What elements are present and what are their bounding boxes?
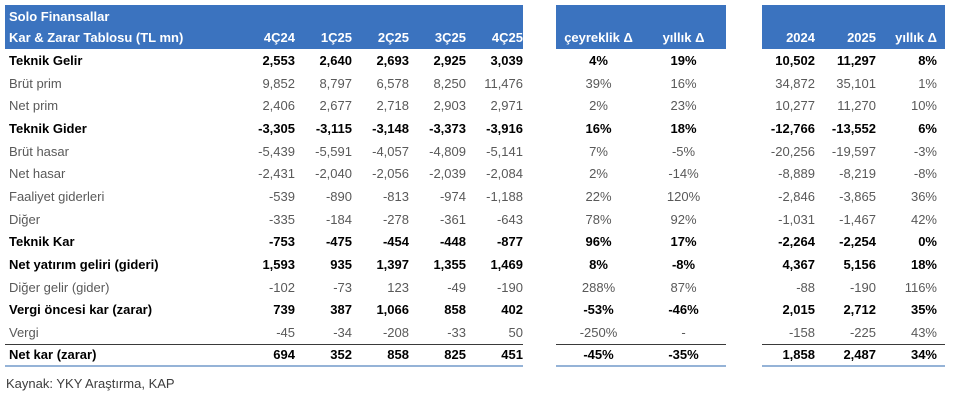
row-quarterly-segment xyxy=(5,140,523,163)
cell-3c25: 2,925 xyxy=(433,52,466,68)
cell-2025: 2,712 xyxy=(843,302,876,318)
cell-2025: 11,270 xyxy=(837,98,876,114)
cell-4c24: -3,305 xyxy=(258,120,295,136)
cell-yoy-delta: 19% xyxy=(670,52,697,68)
cell-1c25: 387 xyxy=(330,302,352,318)
cell-4c24: 2,553 xyxy=(262,52,295,68)
cell-2024: -12,766 xyxy=(770,120,815,136)
cell-4c25: -190 xyxy=(496,279,523,295)
cell-2024: 4,367 xyxy=(782,257,815,273)
column-header-2c25: 2Ç25 xyxy=(377,30,409,45)
cell-annual-yoy: -3% xyxy=(913,143,937,159)
cell-yoy-delta: 17% xyxy=(670,234,697,250)
cell-1c25: -5,591 xyxy=(315,143,352,159)
cell-annual-yoy: 18% xyxy=(910,257,937,273)
cell-4c25: 451 xyxy=(501,347,523,363)
table-header-band xyxy=(5,5,960,49)
cell-4c25: 3,039 xyxy=(490,52,523,68)
column-header-qoq-delta: çeyreklik Δ xyxy=(564,30,633,45)
cell-annual-yoy: 8% xyxy=(918,52,937,68)
row-annual-segment xyxy=(762,321,945,344)
cell-qoq-delta: 4% xyxy=(589,52,608,68)
cell-3c25: -49 xyxy=(447,279,466,295)
header-gap-1 xyxy=(523,5,556,49)
row-annual-segment xyxy=(762,276,945,299)
cell-qoq-delta: -45% xyxy=(583,347,614,363)
row-delta-segment xyxy=(556,321,726,344)
table-row xyxy=(5,94,960,117)
table-row xyxy=(5,117,960,140)
cell-2024: 10,502 xyxy=(775,52,815,68)
row-delta-segment xyxy=(556,49,726,72)
cell-4c25: -2,084 xyxy=(486,166,523,182)
cell-2c25: 6,578 xyxy=(376,75,409,91)
cell-3c25: -361 xyxy=(439,211,466,227)
cell-2024: 10,277 xyxy=(775,98,815,114)
cell-2025: -225 xyxy=(849,325,876,341)
cell-2025: -2,254 xyxy=(839,234,876,250)
cell-3c25: -974 xyxy=(439,188,466,204)
cell-2024: -2,264 xyxy=(778,234,815,250)
cell-2024: -8,889 xyxy=(778,166,815,182)
cell-4c24: -539 xyxy=(268,188,295,204)
row-delta-segment xyxy=(556,299,726,322)
cell-3c25: -3,373 xyxy=(429,120,466,136)
cell-yoy-delta: -8% xyxy=(671,257,696,273)
cell-qoq-delta: 16% xyxy=(585,120,612,136)
cell-4c25: 1,469 xyxy=(490,257,523,273)
table-title: Solo Finansallar xyxy=(9,9,110,24)
cell-2c25: -208 xyxy=(382,325,409,341)
cell-4c24: -2,431 xyxy=(258,166,295,182)
cell-2c25: 1,397 xyxy=(376,257,409,273)
row-delta-segment xyxy=(556,208,726,231)
row-delta-segment xyxy=(556,185,726,208)
cell-4c25: 2,971 xyxy=(490,98,523,114)
cell-1c25: 2,677 xyxy=(319,98,352,114)
row-delta-segment xyxy=(556,253,726,276)
cell-annual-yoy: 0% xyxy=(918,234,937,250)
cell-qoq-delta: 39% xyxy=(585,75,612,91)
cell-annual-yoy: 6% xyxy=(918,120,937,136)
cell-1c25: -890 xyxy=(325,188,352,204)
cell-2024: -158 xyxy=(788,325,815,341)
cell-4c25: -643 xyxy=(496,211,523,227)
row-annual-segment xyxy=(762,72,945,95)
cell-annual-yoy: 116% xyxy=(904,279,937,295)
row-label: Net yatırım geliri (gideri) xyxy=(9,257,159,273)
cell-yoy-delta: 23% xyxy=(670,98,697,114)
cell-1c25: -475 xyxy=(325,234,352,250)
cell-2024: -88 xyxy=(796,279,815,295)
row-quarterly-segment xyxy=(5,344,523,367)
cell-yoy-delta: 120% xyxy=(666,188,701,204)
row-quarterly-segment xyxy=(5,162,523,185)
row-annual-segment xyxy=(762,162,945,185)
table-row xyxy=(5,185,960,208)
cell-1c25: 935 xyxy=(330,257,352,273)
cell-4c25: -3,916 xyxy=(486,120,523,136)
row-annual-segment xyxy=(762,253,945,276)
cell-1c25: -2,040 xyxy=(315,166,352,182)
row-delta-segment xyxy=(556,140,726,163)
cell-2c25: -2,056 xyxy=(372,166,409,182)
row-label: Brüt hasar xyxy=(9,143,69,159)
row-label: Net kar (zarar) xyxy=(9,347,97,363)
cell-annual-yoy: 43% xyxy=(910,325,937,341)
row-annual-segment xyxy=(762,117,945,140)
cell-3c25: -448 xyxy=(439,234,466,250)
table-row xyxy=(5,344,960,367)
cell-annual-yoy: 42% xyxy=(910,211,937,227)
header-gap-2 xyxy=(726,5,762,49)
cell-qoq-delta: 2% xyxy=(589,98,608,114)
table-row xyxy=(5,299,960,322)
row-quarterly-segment xyxy=(5,117,523,140)
row-delta-segment xyxy=(556,162,726,185)
table-row xyxy=(5,253,960,276)
cell-4c24: 739 xyxy=(273,302,295,318)
cell-4c25: -5,141 xyxy=(486,143,523,159)
row-annual-segment xyxy=(762,140,945,163)
cell-2c25: 2,718 xyxy=(376,98,409,114)
cell-4c25: -877 xyxy=(496,234,523,250)
cell-2c25: -454 xyxy=(382,234,409,250)
cell-3c25: -2,039 xyxy=(429,166,466,182)
column-header-4c24: 4Ç24 xyxy=(263,30,295,45)
cell-3c25: 825 xyxy=(444,347,466,363)
cell-2025: 35,101 xyxy=(836,75,876,91)
column-header-yoy-delta: yıllık Δ xyxy=(662,30,705,45)
column-header-3c25: 3Ç25 xyxy=(434,30,466,45)
quarter-header-row xyxy=(5,30,523,49)
cell-4c24: 2,406 xyxy=(262,98,295,114)
row-annual-segment xyxy=(762,49,945,72)
cell-2025: -1,467 xyxy=(839,211,876,227)
table-header-deltas xyxy=(556,5,726,49)
row-quarterly-segment xyxy=(5,299,523,322)
cell-1c25: -73 xyxy=(333,279,352,295)
table-row xyxy=(5,72,960,95)
cell-annual-yoy: 34% xyxy=(910,347,937,363)
cell-2024: 2,015 xyxy=(782,302,815,318)
cell-1c25: -34 xyxy=(333,325,352,341)
row-delta-segment xyxy=(556,72,726,95)
table-row xyxy=(5,231,960,254)
cell-2c25: -4,057 xyxy=(372,143,409,159)
table-subtitle: Kar & Zarar Tablosu (TL mn) xyxy=(9,30,184,45)
row-quarterly-segment xyxy=(5,185,523,208)
cell-2c25: 2,693 xyxy=(376,52,409,68)
row-delta-segment xyxy=(556,276,726,299)
cell-qoq-delta: 8% xyxy=(589,257,608,273)
cell-4c25: 50 xyxy=(508,325,523,341)
cell-3c25: -33 xyxy=(447,325,466,341)
cell-4c24: 1,593 xyxy=(262,257,295,273)
cell-4c25: 11,476 xyxy=(484,75,523,91)
cell-4c24: -102 xyxy=(268,279,295,295)
cell-annual-yoy: 36% xyxy=(910,188,937,204)
cell-4c24: -5,439 xyxy=(258,143,295,159)
row-label: Teknik Gider xyxy=(9,120,87,136)
table-row xyxy=(5,276,960,299)
cell-2c25: -278 xyxy=(382,211,409,227)
row-label: Vergi öncesi kar (zarar) xyxy=(9,302,153,318)
source-note: Kaynak: YKY Araştırma, KAP xyxy=(6,375,175,391)
row-annual-segment xyxy=(762,231,945,254)
cell-2c25: 123 xyxy=(387,279,409,295)
row-quarterly-segment xyxy=(5,94,523,117)
column-header-2024: 2024 xyxy=(786,30,815,45)
cell-yoy-delta: - xyxy=(681,325,686,341)
cell-1c25: 2,640 xyxy=(319,52,352,68)
table-body xyxy=(5,49,960,367)
cell-3c25: 858 xyxy=(444,302,466,318)
column-header-4c25: 4Ç25 xyxy=(491,30,523,45)
row-quarterly-segment xyxy=(5,231,523,254)
row-delta-segment xyxy=(556,117,726,140)
cell-2024: -20,256 xyxy=(770,143,815,159)
row-quarterly-segment xyxy=(5,208,523,231)
row-quarterly-segment xyxy=(5,49,523,72)
table-header-left xyxy=(5,5,523,49)
row-label: Net prim xyxy=(9,98,59,114)
cell-qoq-delta: 96% xyxy=(585,234,612,250)
row-label: Teknik Kar xyxy=(9,234,75,250)
cell-4c24: -753 xyxy=(268,234,295,250)
cell-2c25: 858 xyxy=(387,347,409,363)
cell-2024: -1,031 xyxy=(778,211,815,227)
cell-4c25: 402 xyxy=(501,302,523,318)
row-delta-segment xyxy=(556,344,726,367)
table-row xyxy=(5,140,960,163)
cell-yoy-delta: 16% xyxy=(670,75,697,91)
cell-2c25: -3,148 xyxy=(372,120,409,136)
cell-2c25: 1,066 xyxy=(376,302,409,318)
cell-2025: -19,597 xyxy=(831,143,876,159)
column-header-1c25: 1Ç25 xyxy=(320,30,352,45)
cell-1c25: -184 xyxy=(325,211,352,227)
cell-2024: 34,872 xyxy=(775,75,815,91)
column-header-2025: 2025 xyxy=(847,30,876,45)
cell-qoq-delta: 288% xyxy=(581,279,616,295)
cell-2025: 2,487 xyxy=(843,347,876,363)
row-label: Diğer gelir (gider) xyxy=(9,279,110,295)
cell-yoy-delta: -14% xyxy=(668,166,699,182)
cell-3c25: 8,250 xyxy=(433,75,466,91)
cell-yoy-delta: 87% xyxy=(670,279,697,295)
cell-yoy-delta: -46% xyxy=(668,302,699,318)
row-quarterly-segment xyxy=(5,276,523,299)
cell-2024: 1,858 xyxy=(782,347,815,363)
row-label: Vergi xyxy=(9,325,39,341)
cell-annual-yoy: 1% xyxy=(918,75,937,91)
cell-2025: -3,865 xyxy=(839,188,876,204)
cell-annual-yoy: 35% xyxy=(910,302,937,318)
row-label: Teknik Gelir xyxy=(9,52,83,68)
cell-annual-yoy: -8% xyxy=(913,166,937,182)
cell-annual-yoy: 10% xyxy=(910,98,937,114)
table-row xyxy=(5,321,960,344)
cell-yoy-delta: 18% xyxy=(670,120,697,136)
cell-2025: 11,297 xyxy=(836,52,876,68)
row-annual-segment xyxy=(762,299,945,322)
cell-qoq-delta: 2% xyxy=(589,166,608,182)
cell-qoq-delta: -250% xyxy=(579,325,618,341)
cell-1c25: 8,797 xyxy=(319,75,352,91)
cell-qoq-delta: -53% xyxy=(583,302,614,318)
table-row xyxy=(5,49,960,72)
cell-3c25: 2,903 xyxy=(433,98,466,114)
row-label: Diğer xyxy=(9,211,41,227)
cell-1c25: -3,115 xyxy=(315,120,352,136)
cell-2025: -190 xyxy=(849,279,876,295)
cell-2024: -2,846 xyxy=(778,188,815,204)
cell-2025: 5,156 xyxy=(843,257,876,273)
cell-4c24: 9,852 xyxy=(262,75,295,91)
row-label: Brüt prim xyxy=(9,75,62,91)
table-row xyxy=(5,208,960,231)
cell-yoy-delta: -5% xyxy=(671,143,696,159)
cell-qoq-delta: 22% xyxy=(585,188,612,204)
row-label: Net hasar xyxy=(9,166,66,182)
cell-4c25: -1,188 xyxy=(486,188,523,204)
cell-2025: -13,552 xyxy=(831,120,876,136)
cell-2025: -8,219 xyxy=(839,166,876,182)
table-row xyxy=(5,162,960,185)
cell-qoq-delta: 7% xyxy=(589,143,608,159)
table-header-annual xyxy=(762,5,945,49)
row-annual-segment xyxy=(762,208,945,231)
row-quarterly-segment xyxy=(5,253,523,276)
cell-2c25: -813 xyxy=(382,188,409,204)
row-annual-segment xyxy=(762,344,945,367)
cell-4c24: -45 xyxy=(276,325,295,341)
cell-1c25: 352 xyxy=(330,347,352,363)
row-delta-segment xyxy=(556,231,726,254)
cell-3c25: 1,355 xyxy=(433,257,466,273)
row-quarterly-segment xyxy=(5,72,523,95)
row-annual-segment xyxy=(762,185,945,208)
cell-4c24: 694 xyxy=(273,347,295,363)
cell-3c25: -4,809 xyxy=(429,143,466,159)
row-label: Faaliyet giderleri xyxy=(9,188,105,204)
cell-4c24: -335 xyxy=(268,211,295,227)
cell-qoq-delta: 78% xyxy=(585,211,612,227)
row-delta-segment xyxy=(556,94,726,117)
cell-yoy-delta: -35% xyxy=(668,347,699,363)
cell-yoy-delta: 92% xyxy=(670,211,697,227)
row-quarterly-segment xyxy=(5,321,523,344)
column-header-annual-yoy: yıllık Δ xyxy=(895,30,937,45)
row-annual-segment xyxy=(762,94,945,117)
